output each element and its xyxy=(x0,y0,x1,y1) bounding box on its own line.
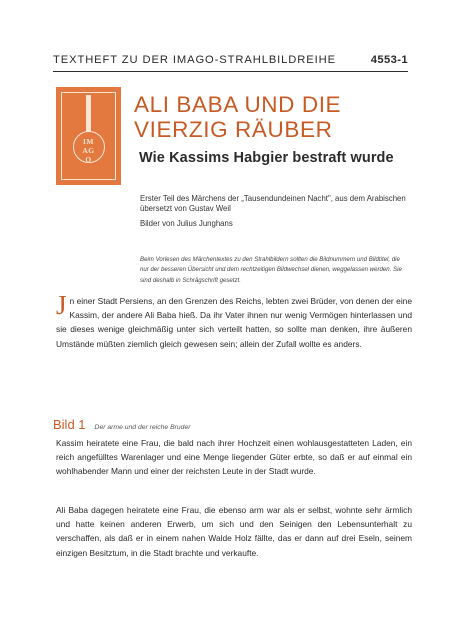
paragraph-1 xyxy=(56,290,412,351)
imago-logo xyxy=(56,87,121,185)
title-line-1: ALI BABA UND DIE xyxy=(134,92,342,117)
illustrator-credit: Bilder von Julius Junghans xyxy=(140,219,233,228)
page-title xyxy=(134,92,414,142)
paragraph-2: Kassim heiratete eine Frau, die bald nach ihrer Hochzeit einen wohlausgestatteten Laden, ein reich angefülltes Warenlager und eine Menge liegender Güter erbte, so daß er auf einmal ein wohlhabender Mann und einer der reichsten Leute in der Stadt wurde. xyxy=(56,438,412,477)
header-rule xyxy=(53,71,408,72)
section-title: Bild 1 xyxy=(53,417,86,432)
page-header xyxy=(53,54,408,66)
section-heading xyxy=(53,417,413,432)
series-code: 4553-1 xyxy=(370,54,408,66)
section-subtitle: Der arme und der reiche Bruder xyxy=(94,424,191,431)
drop-cap: J xyxy=(56,290,67,320)
paragraph-1-text: n einer Stadt Persiens, an den Grenzen des Reichs, lebten zwei Brüder, von denen der eine Kassim, der andere Ali Baba hieß. Da ihr Vater ihnen nur wenig Vermögen hinterlassen und sie dieses wenige gleichmäßig unter sich verteilt hatten, so sollte man denken, ihre äußeren Umstände müßten ziemlich gleich gewesen sein; allein der Zufall wollte es anders. xyxy=(56,296,412,349)
paragraph-3: Ali Baba dagegen heiratete eine Frau, die ebenso arm war als er selbst, wohnte sehr ärmlich und hatte keinen anderen Erwerb, um sich und den Seinigen den Lebensunterhalt zu verschaffen, als daß er in einem nahen Walde Holz fällte, das er dann auf drei Eseln, seinem einzigen Besitztum, in die Stadt brachte und verkaufte. xyxy=(56,505,412,558)
intro-text: Erster Teil des Märchens der „Tausendundeinen Nacht", aus dem Arabischen übersetzt von Gustav Weil xyxy=(140,194,406,213)
series-title: TEXTHEFT ZU DER IMAGO-STRAHLBILDREIHE xyxy=(53,54,336,66)
page-subtitle: Wie Kassims Habgier bestraft wurde xyxy=(139,150,394,166)
title-line-2: VIERZIG RÄUBER xyxy=(134,117,333,142)
reading-note: Beim Vorlesen des Märchentextes zu den Strahlbildern sollten die Bildnummern und Bildtitel, die nur der besseren Übersicht und dem rechtzeitigen Bildwechsel dienen, weggelassen werden. Sie sind deshalb in Schrägschrift gesetzt. xyxy=(140,256,402,284)
logo-lettering: IM AG O xyxy=(82,137,95,164)
logo-bar xyxy=(86,95,91,135)
